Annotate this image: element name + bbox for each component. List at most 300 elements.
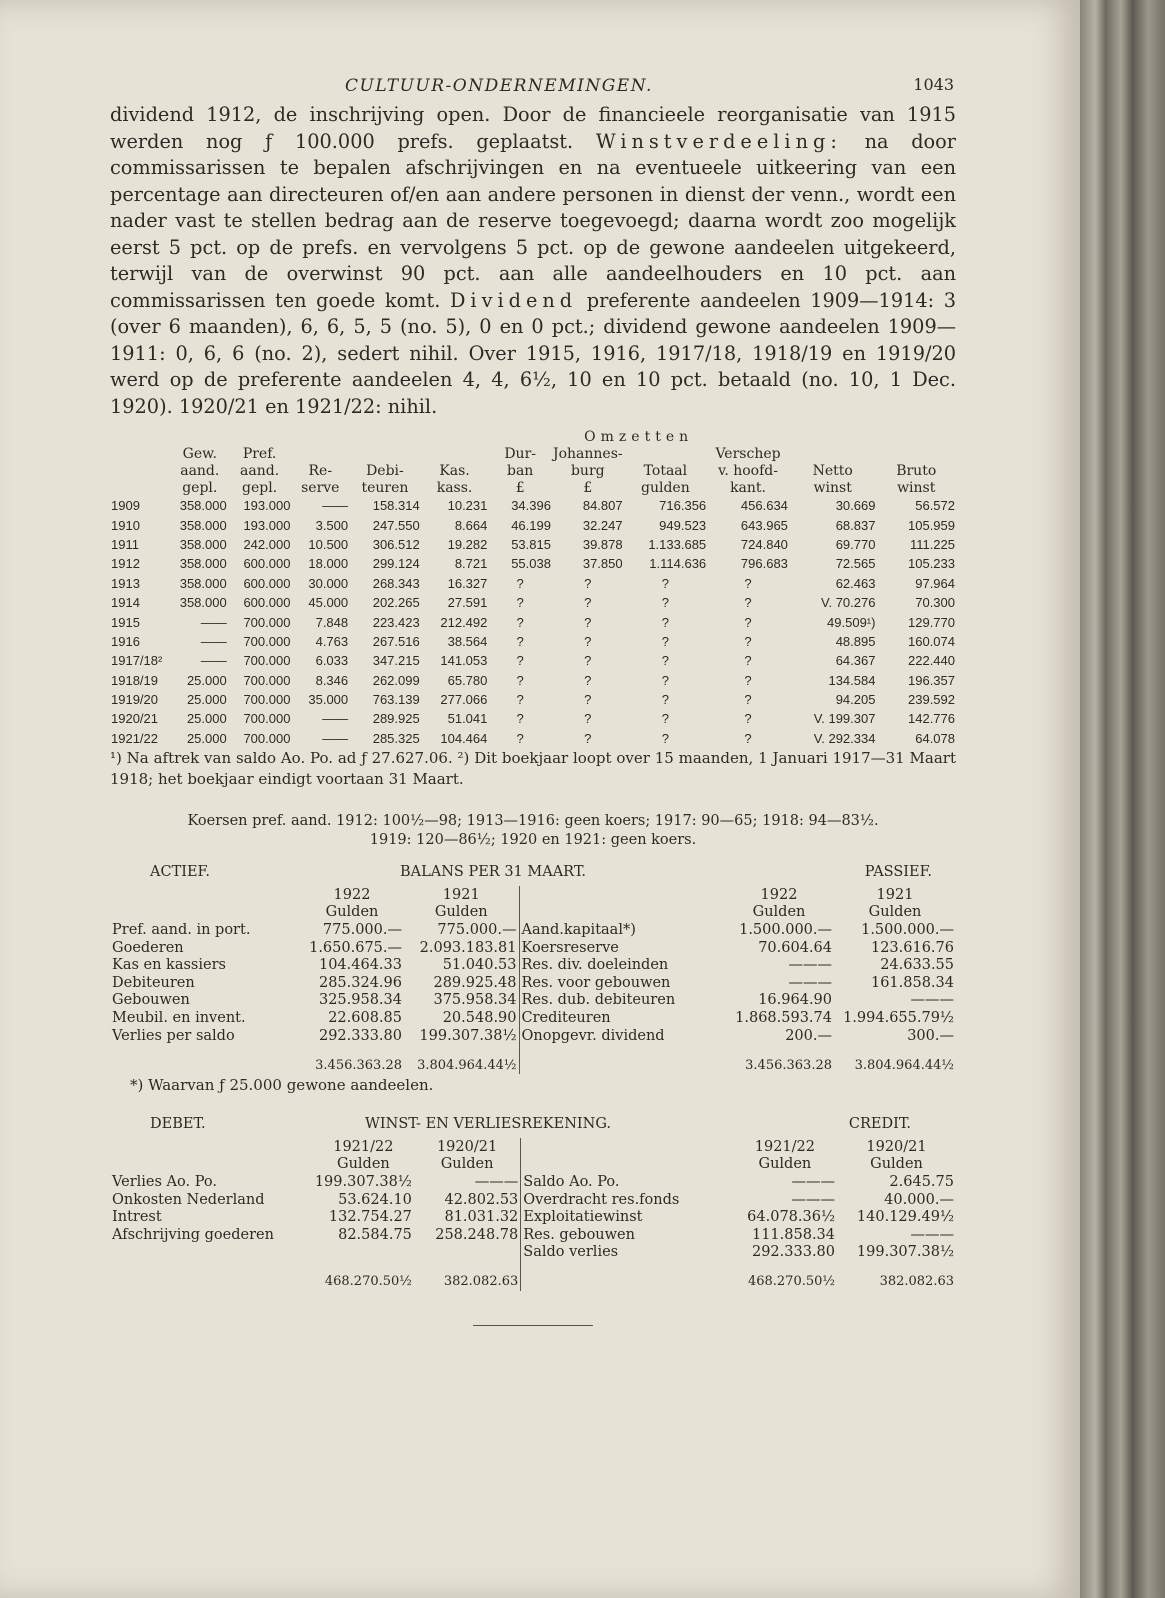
entry-value: ——— bbox=[910, 992, 954, 1009]
stats-cell: ? bbox=[744, 730, 752, 746]
entry-value: 123.616.76 bbox=[870, 939, 954, 956]
stats-cell: 1920/21 bbox=[111, 711, 158, 727]
entry-label: Res. div. doeleinden bbox=[519, 956, 724, 974]
stats-cell: ? bbox=[661, 692, 669, 708]
stats-header-cell bbox=[349, 445, 421, 462]
winst-label: Winstverdeeling: bbox=[595, 129, 842, 153]
stats-cell: 358.000 bbox=[179, 556, 227, 572]
stats-header-cell: winst bbox=[813, 479, 852, 496]
entry-label: Saldo verlies bbox=[521, 1244, 733, 1262]
entry-value: 292.333.80 bbox=[318, 1027, 402, 1044]
column-header: 1920/21 bbox=[866, 1138, 927, 1155]
entry-row bbox=[110, 1173, 956, 1191]
entry-value: 140.129.49½ bbox=[856, 1209, 954, 1226]
stats-cell: 64.367 bbox=[835, 653, 876, 669]
stats-header-cell: Totaal bbox=[643, 462, 688, 479]
stats-cell: —— bbox=[200, 633, 227, 649]
column-header: Gulden bbox=[440, 1156, 494, 1173]
stats-cell: 700.000 bbox=[243, 730, 291, 746]
stats-row bbox=[110, 729, 956, 748]
stats-cell: 56.572 bbox=[915, 498, 955, 514]
stats-cell: 51.041 bbox=[447, 711, 488, 727]
stats-cell: 64.078 bbox=[915, 730, 955, 746]
stats-cell: 8.664 bbox=[454, 517, 488, 533]
stats-header-cell: Re- bbox=[308, 462, 333, 479]
stats-cell: ? bbox=[744, 595, 752, 611]
entry-label: Crediteuren bbox=[519, 1009, 724, 1027]
stats-cell: 111.225 bbox=[909, 536, 955, 552]
column-header: Gulden bbox=[870, 1156, 923, 1173]
stats-cell: —— bbox=[322, 498, 349, 514]
stats-header-cell: Dur- bbox=[504, 445, 536, 462]
stats-header-cell: kant. bbox=[730, 479, 766, 496]
entry-value: 132.754.27 bbox=[328, 1209, 412, 1226]
column-header-row bbox=[110, 1138, 956, 1156]
stats-cell: 643.965 bbox=[740, 517, 788, 533]
stats-cell: 84.807 bbox=[582, 498, 623, 514]
stats-cell: 247.550 bbox=[372, 517, 420, 533]
stats-cell: 1.133.685 bbox=[648, 536, 707, 552]
total-value bbox=[110, 1261, 313, 1291]
stats-row bbox=[110, 612, 956, 631]
stats-cell: 46.199 bbox=[511, 517, 551, 533]
stats-cell: ? bbox=[661, 672, 669, 688]
stats-cell: 358.000 bbox=[179, 575, 227, 591]
entry-label: Afschrijving goederen bbox=[112, 1226, 274, 1243]
stats-cell: 70.300 bbox=[915, 595, 955, 611]
book-spine bbox=[1080, 0, 1165, 1598]
entry-label: Meubil. en invent. bbox=[112, 1010, 246, 1027]
stats-cell: ? bbox=[744, 614, 752, 630]
koersen bbox=[110, 812, 956, 850]
stats-cell: 38.564 bbox=[447, 633, 488, 649]
entry-value: 2.093.183.81 bbox=[419, 939, 517, 956]
stats-cell: 69.770 bbox=[835, 536, 876, 552]
stats-cell: 32.247 bbox=[582, 517, 623, 533]
stats-cell: 19.282 bbox=[447, 536, 488, 552]
stats-header-cell: v. hoofd- bbox=[718, 462, 778, 479]
intro-text-3: preferente aandeelen 1909—1914: 3 (over 6 maanden), 6, 6, 5, 5 (no. 5), 0 en 0 pct.; dividend gewone aandeelen 1909—1911: 0, 6, 6 (no. 2), sedert nihil. Over 1915, 1916, 1917/18, 1918/19 en 1919/20 werd op de preferente aandeelen 4, 4, 6½, 10 en 10 pct. betaald (no. 10, 1 Dec. 1920). 1920/21 en 1921/22: nihil. bbox=[110, 288, 956, 418]
stats-cell: 796.683 bbox=[740, 556, 788, 572]
stats-cell: 62.463 bbox=[835, 575, 876, 591]
stats-cell: ? bbox=[661, 730, 669, 746]
stats-cell: —— bbox=[200, 653, 227, 669]
stats-cell: 262.099 bbox=[372, 672, 420, 688]
stats-cell: 25.000 bbox=[186, 672, 227, 688]
entry-label: Overdracht res.fonds bbox=[521, 1191, 733, 1209]
entry-value: 81.031.32 bbox=[444, 1209, 519, 1226]
stats-cell: 37.850 bbox=[582, 556, 623, 572]
stats-cell: ? bbox=[661, 614, 669, 630]
stats-header-cell: burg bbox=[570, 462, 605, 479]
entry-label: Goederen bbox=[112, 939, 184, 956]
stats-cell: 289.925 bbox=[372, 711, 420, 727]
stats-cell: ? bbox=[661, 653, 669, 669]
entry-row bbox=[110, 1244, 956, 1262]
entry-value bbox=[414, 1244, 521, 1262]
stats-cell: 48.895 bbox=[835, 633, 876, 649]
entry-label: Exploitatiewinst bbox=[521, 1208, 733, 1226]
entry-value: 111.858.34 bbox=[751, 1226, 836, 1243]
stats-body bbox=[110, 496, 956, 748]
stats-header-cell bbox=[624, 445, 708, 462]
entry-value: 200.— bbox=[785, 1027, 832, 1044]
column-header: Gulden bbox=[868, 904, 922, 921]
stats-cell: 242.000 bbox=[243, 536, 291, 552]
entry-value: 1.650.675.— bbox=[309, 939, 402, 956]
stats-header-cell: ban bbox=[507, 462, 534, 479]
stats-header-cell: Johannes- bbox=[552, 445, 623, 462]
entry-label: Verlies Ao. Po. bbox=[112, 1174, 217, 1190]
stats-cell: V. 292.334 bbox=[813, 730, 876, 746]
stats-head-1 bbox=[110, 445, 956, 462]
stats-cell: ? bbox=[516, 672, 524, 688]
stats-header-cell: £ bbox=[583, 479, 593, 496]
stats-row bbox=[110, 515, 956, 534]
entry-value: ——— bbox=[788, 957, 832, 974]
entry-value: 53.624.10 bbox=[338, 1191, 412, 1208]
stats-cell: 600.000 bbox=[243, 556, 291, 572]
stats-cell: 97.964 bbox=[915, 575, 955, 591]
total-value: 382.082.63 bbox=[443, 1274, 519, 1290]
entry-value: 40.000.— bbox=[884, 1191, 954, 1208]
stats-cell: —— bbox=[200, 614, 227, 630]
omzetten-label: Omzetten bbox=[584, 428, 694, 445]
stats-cell: ? bbox=[584, 730, 592, 746]
stats-cell: 268.343 bbox=[372, 575, 420, 591]
stats-cell: 358.000 bbox=[179, 498, 227, 514]
stats-cell: ? bbox=[744, 692, 752, 708]
stats-cell: 55.038 bbox=[511, 556, 551, 572]
stats-cell: ? bbox=[661, 595, 669, 611]
credit-title: CREDIT. bbox=[848, 1116, 911, 1133]
totals-row bbox=[110, 1044, 956, 1074]
actief-title: ACTIEF. bbox=[150, 864, 210, 881]
stats-cell: 700.000 bbox=[243, 692, 291, 708]
stats-cell: 347.215 bbox=[372, 653, 420, 669]
stats-head-2 bbox=[110, 462, 956, 479]
column-header: 1921/22 bbox=[754, 1138, 815, 1155]
entry-value bbox=[313, 1244, 414, 1262]
stats-cell: 72.565 bbox=[835, 556, 876, 572]
stats-cell: 65.780 bbox=[447, 672, 488, 688]
stats-cell: 18.000 bbox=[308, 556, 349, 572]
entry-row bbox=[110, 956, 956, 974]
entry-label: Gebouwen bbox=[112, 992, 190, 1009]
stats-cell: ? bbox=[661, 575, 669, 591]
stats-cell: 129.770 bbox=[908, 614, 955, 630]
entry-value: 42.802.53 bbox=[444, 1191, 519, 1208]
winst-table bbox=[110, 1138, 956, 1291]
total-value: 3.456.363.28 bbox=[315, 1057, 402, 1073]
stats-cell: 141.053 bbox=[440, 653, 488, 669]
total-value bbox=[110, 1044, 300, 1074]
entry-label: Pref. aand. in port. bbox=[112, 922, 251, 939]
stats-cell: 25.000 bbox=[186, 730, 227, 746]
entry-row bbox=[110, 974, 956, 992]
stats-header-cell: gepl. bbox=[182, 479, 218, 496]
stats-cell: V. 199.307 bbox=[813, 711, 876, 727]
stats-cell: 16.327 bbox=[447, 575, 488, 591]
entry-value: 199.307.38½ bbox=[856, 1244, 954, 1261]
stats-cell: 25.000 bbox=[186, 692, 227, 708]
stats-cell: 716.356 bbox=[659, 498, 707, 514]
stats-row bbox=[110, 496, 956, 515]
stats-cell: 1918/19 bbox=[111, 672, 158, 688]
winst-title: WINST- EN VERLIESREKENING. bbox=[365, 1116, 611, 1133]
stats-cell: 1913 bbox=[111, 575, 140, 591]
entry-value: ——— bbox=[788, 974, 832, 991]
stats-cell: 134.584 bbox=[828, 672, 876, 688]
entry-label: Aand.kapitaal*) bbox=[519, 921, 724, 939]
stats-cell: 1909 bbox=[111, 498, 140, 514]
stats-cell: 193.000 bbox=[243, 498, 291, 514]
stats-cell: 94.205 bbox=[835, 692, 876, 708]
balans-body bbox=[110, 886, 956, 1074]
stats-cell: ? bbox=[744, 633, 752, 649]
balans-footnote: *) Waarvan ƒ 25.000 gewone aandeelen. bbox=[130, 1076, 434, 1095]
entry-value: 20.548.90 bbox=[442, 1010, 517, 1027]
stats-cell: ? bbox=[516, 614, 524, 630]
stats-cell: 30.669 bbox=[835, 498, 876, 514]
stats-cell: ? bbox=[516, 633, 524, 649]
stats-cell: 30.000 bbox=[308, 575, 349, 591]
stats-cell: 39.878 bbox=[582, 536, 623, 552]
entry-value: ——— bbox=[791, 1174, 836, 1190]
stats-cell: 299.124 bbox=[372, 556, 420, 572]
stats-cell: 1911 bbox=[111, 536, 139, 552]
stats-cell: 27.591 bbox=[447, 595, 488, 611]
entry-row bbox=[110, 1208, 956, 1226]
entry-label: Kas en kassiers bbox=[112, 957, 226, 974]
stats-cell: 202.265 bbox=[372, 595, 420, 611]
entry-row bbox=[110, 939, 956, 957]
entry-value: 1.868.593.74 bbox=[735, 1010, 832, 1027]
column-header bbox=[519, 904, 724, 922]
stats-cell: 10.500 bbox=[308, 536, 349, 552]
stats-cell: 160.074 bbox=[908, 633, 955, 649]
stats-cell: 222.440 bbox=[908, 653, 955, 669]
entry-row bbox=[110, 921, 956, 939]
dividend-label: Dividend bbox=[449, 288, 578, 312]
stats-cell: 700.000 bbox=[243, 614, 291, 630]
koersen-line-1: Koersen pref. aand. 1912: 100½—98; 1913—1916: geen koers; 1917: 90—65; 1918: 94—83½. bbox=[187, 813, 879, 830]
entry-value: 775.000.— bbox=[437, 922, 517, 939]
stats-cell: ? bbox=[584, 692, 592, 708]
stats-cell: ? bbox=[516, 575, 524, 591]
stats-cell: 724.840 bbox=[740, 536, 788, 552]
stats-cell: 1910 bbox=[111, 517, 140, 533]
stats-cell: ? bbox=[516, 730, 524, 746]
stats-row bbox=[110, 671, 956, 690]
entry-value: 22.608.85 bbox=[328, 1010, 402, 1027]
stats-cell: V. 70.276 bbox=[821, 595, 876, 611]
stats-header-cell: serve bbox=[301, 479, 340, 496]
stats-cell: 267.516 bbox=[372, 633, 420, 649]
stats-cell: ? bbox=[744, 653, 752, 669]
stats-header-cell: gepl. bbox=[242, 479, 278, 496]
koersen-line-2: 1919: 120—86½; 1920 en 1921: geen koers. bbox=[369, 832, 697, 849]
stats-cell: 306.512 bbox=[372, 536, 420, 552]
column-header-row bbox=[110, 1156, 956, 1174]
entry-label: Res. gebouwen bbox=[521, 1226, 733, 1244]
entry-label: Intrest bbox=[112, 1209, 162, 1226]
stats-cell: 53.815 bbox=[511, 536, 551, 552]
stats-cell: ? bbox=[744, 711, 752, 727]
entry-value: 104.464.33 bbox=[318, 957, 402, 974]
stats-footnote: ¹) Na aftrek van saldo Ao. Po. ad ƒ 27.627.06. ²) Dit boekjaar loopt over 15 maanden, 1 Januari 1917—31 Maart 1918; het boekjaar eindigt voortaan 31 Maart. bbox=[110, 749, 956, 789]
column-header-row bbox=[110, 886, 956, 904]
stats-cell: 358.000 bbox=[179, 517, 227, 533]
balans-title: BALANS PER 31 MAART. bbox=[400, 864, 586, 881]
stats-row bbox=[110, 690, 956, 709]
stats-header-cell: teuren bbox=[361, 479, 409, 496]
stats-cell: 68.837 bbox=[835, 517, 876, 533]
stats-header-cell: Kas. bbox=[439, 462, 470, 479]
stats-header-cell: Verschep bbox=[715, 445, 781, 462]
stats-header-cell: aand. bbox=[180, 462, 220, 479]
column-header bbox=[110, 904, 300, 922]
stats-cell: ? bbox=[584, 575, 592, 591]
stats-cell: 105.959 bbox=[908, 517, 955, 533]
stats-header-cell bbox=[789, 445, 877, 462]
stats-cell: 104.464 bbox=[440, 730, 488, 746]
stats-cell: 358.000 bbox=[179, 536, 227, 552]
stats-header-cell bbox=[291, 445, 349, 462]
column-header: 1921 bbox=[876, 886, 914, 903]
stats-cell: ? bbox=[584, 672, 592, 688]
stats-header-cell: winst bbox=[897, 479, 936, 496]
page-number: 1043 bbox=[913, 75, 954, 94]
column-header: Gulden bbox=[336, 1156, 390, 1173]
stats-cell: 700.000 bbox=[243, 672, 291, 688]
entry-value: 285.324.96 bbox=[318, 974, 402, 991]
stats-header-cell: aand. bbox=[240, 462, 280, 479]
stats-cell: ? bbox=[584, 653, 592, 669]
entry-value: 64.078.36½ bbox=[747, 1209, 836, 1226]
stats-cell: 1.114.636 bbox=[649, 556, 707, 572]
entry-value: 325.958.34 bbox=[318, 992, 402, 1009]
stats-cell: 949.523 bbox=[659, 517, 707, 533]
stats-cell: ? bbox=[661, 633, 669, 649]
stats-cell: 600.000 bbox=[243, 595, 291, 611]
column-header: Gulden bbox=[325, 904, 379, 921]
stats-cell: 7.848 bbox=[315, 614, 349, 630]
total-value: 468.270.50½ bbox=[324, 1274, 412, 1290]
stats-cell: 1912 bbox=[111, 556, 140, 572]
stats-cell: 158.314 bbox=[372, 498, 420, 514]
end-rule bbox=[473, 1325, 593, 1326]
column-header-row bbox=[110, 904, 956, 922]
entry-label bbox=[110, 1244, 313, 1262]
stats-cell: 223.423 bbox=[372, 614, 420, 630]
total-value: 3.456.363.28 bbox=[745, 1057, 832, 1073]
stats-cell: 6.033 bbox=[315, 653, 349, 669]
column-header: Gulden bbox=[752, 904, 806, 921]
stats-cell: 456.634 bbox=[740, 498, 788, 514]
stats-cell: 49.509¹) bbox=[827, 614, 876, 630]
stats-cell: 1914 bbox=[111, 595, 140, 611]
stats-cell: ? bbox=[516, 692, 524, 708]
debet-title: DEBET. bbox=[150, 1116, 206, 1133]
entry-row bbox=[110, 1027, 956, 1045]
column-header: Gulden bbox=[434, 904, 488, 921]
stats-cell: —— bbox=[322, 730, 349, 746]
stats-cell: 239.592 bbox=[908, 692, 955, 708]
entry-value: ——— bbox=[910, 1226, 954, 1243]
entry-label: Onopgevr. dividend bbox=[519, 1027, 724, 1045]
entry-label: Onkosten Nederland bbox=[112, 1191, 265, 1208]
total-value bbox=[521, 1261, 733, 1291]
total-value: 468.270.50½ bbox=[747, 1274, 836, 1290]
stats-header-cell: Pref. bbox=[242, 445, 277, 462]
total-value: 3.804.964.44½ bbox=[854, 1057, 954, 1073]
totals-row bbox=[110, 1261, 956, 1291]
entry-row bbox=[110, 1191, 956, 1209]
stats-cell: 3.500 bbox=[315, 517, 349, 533]
stats-row bbox=[110, 535, 956, 554]
stats-head-3 bbox=[110, 479, 956, 496]
entry-label: Res. voor gebouwen bbox=[519, 974, 724, 992]
entry-label: Koersreserve bbox=[519, 939, 724, 957]
stats-cell: 1917/18² bbox=[111, 653, 163, 669]
stats-header-cell bbox=[421, 445, 489, 462]
page-content bbox=[110, 60, 956, 1326]
column-header: Gulden bbox=[758, 1156, 812, 1173]
column-header bbox=[110, 1138, 313, 1156]
passief-title: PASSIEF. bbox=[864, 864, 932, 881]
entry-value: 82.584.75 bbox=[338, 1226, 412, 1243]
stats-cell: ? bbox=[516, 653, 524, 669]
stats-header-cell bbox=[876, 445, 956, 462]
stats-cell: 25.000 bbox=[186, 711, 227, 727]
stats-cell: 285.325 bbox=[372, 730, 420, 746]
intro-text-1: dividend 1912, de inschrijving open. Door de financieele reorganisatie van 1915 werden nog ƒ 100.000 prefs. geplaatst. bbox=[110, 103, 956, 153]
statistics-table bbox=[110, 428, 956, 748]
stats-cell: 10.231 bbox=[447, 498, 488, 514]
entry-row bbox=[110, 1226, 956, 1244]
column-header bbox=[110, 886, 300, 904]
stats-cell: 700.000 bbox=[243, 653, 291, 669]
intro-text-2: na door commissarissen te bepalen afschrijvingen en na eventueele uitkeering van een percentage aan directeuren of/en aan andere personen in dienst der venn., wordt een nader vast te stellen bedrag aan de reserve toegevoegd; daarna wordt zoo mogelijk eerst 5 pct. op de prefs. en vervolgens 5 pct. op de gewone aandeelen uitgekeerd, terwijl van de overwinst 90 pct. aan alle aandeelhouders en 10 pct. aan commissarissen ten goede komt. bbox=[110, 129, 956, 312]
stats-cell: 34.396 bbox=[511, 498, 551, 514]
entry-value: 292.333.80 bbox=[751, 1244, 836, 1261]
page-header bbox=[110, 60, 956, 102]
stats-cell: 358.000 bbox=[179, 595, 227, 611]
intro-paragraph bbox=[110, 102, 956, 420]
stats-cell: 4.763 bbox=[315, 633, 349, 649]
entry-label: Debiteuren bbox=[112, 974, 195, 991]
total-value bbox=[519, 1044, 724, 1074]
stats-cell: ? bbox=[584, 711, 592, 727]
stats-cell: 600.000 bbox=[243, 575, 291, 591]
entry-value: 24.633.55 bbox=[880, 957, 954, 974]
stats-cell: 1921/22 bbox=[111, 730, 158, 746]
stats-cell: 193.000 bbox=[243, 517, 291, 533]
stats-cell: 142.776 bbox=[908, 711, 955, 727]
total-value: 382.082.63 bbox=[879, 1274, 954, 1290]
stats-cell: 196.357 bbox=[908, 672, 955, 688]
stats-cell: ? bbox=[516, 595, 524, 611]
winst-body bbox=[110, 1138, 956, 1291]
stats-cell: ? bbox=[744, 575, 752, 591]
stats-row bbox=[110, 574, 956, 593]
stats-row bbox=[110, 651, 956, 670]
entry-row bbox=[110, 1009, 956, 1027]
balans-heading bbox=[110, 864, 956, 886]
stats-cell: 45.000 bbox=[308, 595, 349, 611]
stats-cell: ? bbox=[584, 595, 592, 611]
